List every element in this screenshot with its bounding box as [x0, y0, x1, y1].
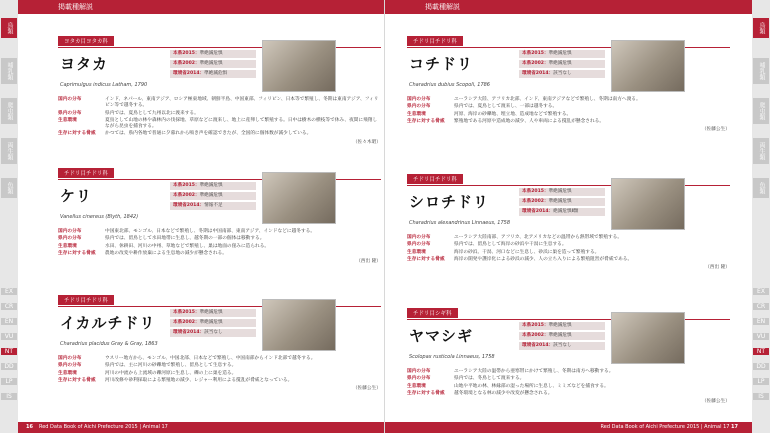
- footer-text: Red Data Book of Aichi Prefecture 2015 | Animal 17: [38, 424, 168, 430]
- field-row: [58, 251, 381, 257]
- field-row: [58, 131, 381, 137]
- species-photo: [611, 178, 685, 230]
- status-row: [519, 60, 605, 68]
- field-label: 生息環境: [58, 370, 77, 376]
- name-box: [58, 47, 381, 93]
- field-label: 国内の分布: [407, 369, 431, 374]
- tab-cat-en[interactable]: EN: [753, 318, 769, 325]
- field-text: 河川の中流から上流域の礫河原に生息し、礫の上に巣を造る。: [105, 370, 237, 376]
- status-key: 本県2015：: [522, 323, 549, 328]
- tab-cat-dd[interactable]: DD: [753, 363, 769, 370]
- tab-class-3[interactable]: 両生類: [753, 138, 769, 164]
- field-text: 山地や平地の林、林縁部の湿った場所に生息し、ミミズなどを捕食する。: [454, 383, 609, 389]
- status-key: 本県2015：: [522, 189, 549, 194]
- field-label: 生息環境: [58, 117, 77, 123]
- status-row: [170, 319, 256, 327]
- species-entry: [407, 166, 730, 270]
- field-label: 生存に対する脅威: [58, 377, 96, 383]
- name-box: [407, 319, 730, 365]
- status-key: 本県2002：: [173, 193, 200, 198]
- status-row: [519, 188, 605, 196]
- field-text: 県内では、主に河川の砂礫地で繁殖し、留鳥として生息する。: [105, 363, 237, 369]
- field-text: ユーラシア大陸、アフリカ北部、インド、東南アジアなどで繁殖し、冬期は南方へ渡る。: [454, 97, 641, 102]
- field-row: [407, 104, 730, 110]
- field-row: [58, 97, 381, 110]
- field-text: 河川改修や砂利採取による繁殖地の減少、レジャー利用による撹乱が脅威となっている。: [105, 377, 293, 383]
- author: （西出 隆）: [705, 265, 730, 271]
- status-value: 準絶滅危惧: [199, 310, 223, 315]
- field-row: [407, 119, 730, 125]
- tab-cat-nt[interactable]: NT: [1, 348, 17, 355]
- species-name: シロチドリ: [409, 193, 490, 211]
- species-name: ケリ: [60, 187, 93, 205]
- tab-cat-en[interactable]: EN: [1, 318, 17, 325]
- status-row: [519, 208, 605, 216]
- scientific-name: Charadrius dubius Scopoli, 1786: [409, 82, 490, 88]
- field-row: [407, 242, 730, 248]
- status-key: 本県2002：: [522, 199, 549, 204]
- status-value: 準絶滅危惧: [199, 183, 223, 188]
- field-label: 生存に対する脅威: [58, 131, 96, 137]
- scientific-name: Vanellus cinereus (Blyth, 1842): [60, 214, 139, 220]
- tab-cat-ex[interactable]: EX: [1, 288, 17, 295]
- status-value: 該当なし: [204, 330, 223, 335]
- status-row: [519, 198, 605, 206]
- scientific-name: Scolopax rusticola Linnaeus, 1758: [409, 354, 495, 360]
- status-value: 準絶滅危惧: [548, 199, 572, 204]
- tab-active-class[interactable]: 鳥類: [1, 18, 17, 38]
- order-label: チドリ目チドリ科: [407, 36, 463, 46]
- species-entry: [407, 28, 730, 132]
- tab-cat-cr[interactable]: CR: [753, 303, 769, 310]
- tab-cat-is[interactable]: IS: [753, 393, 769, 400]
- field-label: 生息環境: [58, 243, 77, 249]
- status-block: [170, 309, 256, 339]
- status-row: [170, 70, 256, 78]
- entry-body: [407, 235, 730, 270]
- scientific-name: Charadrius placidus Gray & Gray, 1863: [60, 341, 158, 347]
- entry-body: [58, 229, 381, 264]
- field-row: [58, 378, 381, 384]
- field-row: [407, 97, 730, 103]
- species-entry: [58, 160, 381, 264]
- name-box: [58, 306, 381, 352]
- species-entry: [407, 300, 730, 404]
- status-block: [170, 50, 256, 80]
- entry-body: [407, 369, 730, 404]
- species-entry: [58, 28, 381, 145]
- species-name: コチドリ: [409, 55, 474, 73]
- species-entry: [58, 287, 381, 391]
- field-label: 国内の分布: [407, 235, 431, 240]
- status-row: [170, 329, 256, 337]
- field-text: 県内では、夏鳥として九州以北に渡来する。: [105, 110, 199, 116]
- field-text: 海岸の砂浜、干潟、河口などに生息し、砂浜に巣を造って繁殖する。: [454, 249, 600, 255]
- name-box: [58, 179, 381, 225]
- name-box: [407, 47, 730, 93]
- field-text: 県内では、夏鳥として渡来し、一部は越冬する。: [454, 104, 558, 110]
- footer-text: Red Data Book of Aichi Prefecture 2015 | Animal 17: [600, 424, 730, 430]
- status-row: [170, 192, 256, 200]
- status-row: [170, 309, 256, 317]
- page-header: 掲載種解説: [18, 0, 385, 14]
- status-key: 本県2015：: [173, 310, 200, 315]
- status-key: 本県2015：: [522, 51, 549, 56]
- species-name: イカルチドリ: [60, 314, 156, 332]
- tab-cat-lp[interactable]: LP: [753, 378, 769, 385]
- field-label: 国内の分布: [407, 97, 431, 102]
- author: （佐藤公生）: [701, 127, 730, 133]
- field-label: 生息環境: [407, 249, 426, 255]
- status-key: 本県2002：: [522, 333, 549, 338]
- entry-body: [58, 97, 381, 145]
- tab-class-2[interactable]: 爬虫類: [1, 98, 17, 124]
- species-photo: [262, 299, 336, 351]
- field-text: 繁殖地である河原や造成地の減少、人や車両による撹乱が懸念される。: [454, 118, 605, 124]
- left-page: [18, 0, 385, 433]
- field-text: インド、ネパール、東南アジア、ロシア極東地域、朝鮮半島、中国東部、フィリピン、日本等で繁殖し、冬期は東南アジア、フィリピン等で越冬する。: [105, 97, 379, 109]
- field-label: 国内の分布: [58, 97, 82, 102]
- author: （佐藤公生）: [352, 386, 381, 392]
- tab-cat-ex[interactable]: EX: [753, 288, 769, 295]
- status-key: 本県2015：: [173, 51, 200, 56]
- status-key: 本県2002：: [522, 61, 549, 66]
- status-row: [170, 50, 256, 58]
- field-label: 生存に対する脅威: [407, 390, 445, 396]
- order-label: チドリ目チドリ科: [58, 295, 114, 305]
- field-text: かつては、県内各地で普通に夕暮れから鳴き声を確認できたが、全国的に個体数が減少している。: [105, 131, 312, 137]
- field-text: 海岸の開発や護岸化による砂浜の減少、人の立ち入りによる繁殖阻害が脅威である。: [454, 256, 633, 262]
- species-photo: [262, 40, 336, 92]
- field-label: 生存に対する脅威: [58, 250, 96, 256]
- field-label: 県内の分布: [58, 363, 82, 369]
- right-page: [385, 0, 752, 433]
- field-row: [407, 376, 730, 382]
- scientific-name: Charadrius alexandrinus Linnaeus, 1758: [409, 220, 511, 226]
- status-value: 準絶滅危惧: [548, 333, 572, 338]
- field-text: ユーラシア大陸南部、アフリカ、北アメリカなどの温帯から熱帯域で繁殖する。: [454, 235, 623, 240]
- field-row: [58, 244, 381, 250]
- field-row: [407, 369, 730, 375]
- order-label: ヨタカ目ヨタカ科: [58, 36, 114, 46]
- field-text: 越冬環境となる林の減少や改変が懸念される。: [454, 390, 553, 396]
- order-label: チドリ目シギ科: [407, 308, 458, 318]
- tab-cat-cr[interactable]: CR: [1, 303, 17, 310]
- field-label: 県内の分布: [58, 110, 82, 116]
- status-key: 環境省2014：: [173, 330, 205, 335]
- author: （西出 隆）: [356, 259, 381, 265]
- status-value: 情報不足: [204, 203, 223, 208]
- status-block: [519, 50, 605, 80]
- field-label: 国内の分布: [58, 229, 82, 234]
- status-key: 本県2002：: [173, 61, 200, 66]
- field-text: 県内では、留鳥として水田地帯に生息し、越冬期の一部の個体は移動する。: [105, 236, 265, 242]
- status-key: 環境省2014：: [173, 71, 205, 76]
- status-row: [170, 202, 256, 210]
- status-key: 環境省2014：: [522, 71, 554, 76]
- field-row: [58, 236, 381, 242]
- tab-cat-dd[interactable]: DD: [1, 363, 17, 370]
- field-text: 農地の改変や耕作放棄による生息地の減少が懸念される。: [105, 250, 227, 256]
- field-row: [407, 112, 730, 118]
- field-row: [407, 384, 730, 390]
- field-text: 中国東北部、モンゴル、日本などで繁殖し、冬期は中国南部、東南アジア、インドなどに越冬する。: [105, 229, 316, 234]
- tab-cat-vu[interactable]: VU: [1, 333, 17, 340]
- field-text: 県内では、留鳥として海岸の砂浜や干潟に生息する。: [454, 242, 567, 248]
- page-footer: [385, 422, 752, 433]
- tab-class-1[interactable]: 哺乳類: [753, 58, 769, 84]
- status-row: [519, 342, 605, 350]
- left-index-tabs: [0, 0, 18, 433]
- field-text: 水田、休耕田、河川の中州、草地などで繁殖し、巣は地面の窪みに造られる。: [105, 243, 270, 249]
- field-row: [407, 250, 730, 256]
- field-text: ユーラシア大陸の温帯から亜寒帯にかけて繁殖し、冬期は南方へ移動する。: [454, 369, 614, 374]
- field-label: 生息環境: [407, 111, 426, 117]
- status-key: 環境省2014：: [522, 209, 554, 214]
- status-row: [170, 60, 256, 68]
- tab-class-2[interactable]: 爬虫類: [753, 98, 769, 124]
- page-number: 17: [731, 424, 738, 430]
- field-text: 河原、海岸の砂礫地、埋立地、造成地などで繁殖する。: [454, 111, 572, 117]
- author: （佐々木昭）: [352, 139, 381, 145]
- tab-cat-vu[interactable]: VU: [753, 333, 769, 340]
- page-number: 16: [26, 424, 33, 430]
- status-key: 本県2002：: [173, 320, 200, 325]
- field-row: [407, 235, 730, 241]
- status-block: [519, 188, 605, 218]
- order-label: チドリ目チドリ科: [58, 168, 114, 178]
- field-row: [58, 356, 381, 362]
- status-row: [170, 182, 256, 190]
- status-value: 準絶滅危惧: [548, 189, 572, 194]
- author: （佐藤公生）: [701, 399, 730, 405]
- status-value: 準絶滅危惧: [199, 51, 223, 56]
- tab-cat-is[interactable]: IS: [1, 393, 17, 400]
- status-value: 準絶滅危惧: [199, 61, 223, 66]
- entry-body: [407, 97, 730, 132]
- status-value: 準絶滅危惧: [548, 51, 572, 56]
- status-key: 本県2015：: [173, 183, 200, 188]
- status-value: 該当なし: [553, 71, 572, 76]
- status-key: 環境省2014：: [522, 343, 554, 348]
- field-row: [407, 391, 730, 397]
- field-label: 生存に対する脅威: [407, 118, 445, 124]
- field-row: [58, 118, 381, 131]
- field-row: [58, 363, 381, 369]
- field-label: 国内の分布: [58, 356, 82, 361]
- status-value: 絶滅危惧Ⅱ類: [553, 209, 579, 214]
- species-name: ヨタカ: [60, 55, 109, 73]
- species-photo: [611, 40, 685, 92]
- field-text: ウスリー地方から、モンゴル、中国北部、日本などで繁殖し、中国南部からインド北部で越冬する。: [105, 356, 316, 361]
- name-box: [407, 185, 730, 231]
- field-label: 県内の分布: [407, 104, 431, 110]
- species-name: ヤマシギ: [409, 327, 474, 345]
- tab-class-4[interactable]: 魚類: [753, 178, 769, 198]
- status-value: 準絶滅危惧: [199, 193, 223, 198]
- status-block: [519, 322, 605, 352]
- status-row: [519, 332, 605, 340]
- status-value: 該当なし: [553, 343, 572, 348]
- field-row: [58, 371, 381, 377]
- field-text: 夏鳥として山地の林や森林内の伐採地、草原などに渡来し、地上に産卵して繁殖する。日中は樹木の横枝等で休み、夜間に飛翔しながら昆虫を捕食する。: [105, 117, 378, 130]
- tab-class-1[interactable]: 哺乳類: [1, 58, 17, 84]
- field-text: 県内では、冬鳥として渡来する。: [454, 376, 525, 382]
- field-label: 県内の分布: [407, 242, 431, 248]
- tab-class-3[interactable]: 両生類: [1, 138, 17, 164]
- status-key: 環境省2014：: [173, 203, 205, 208]
- field-label: 生息環境: [407, 383, 426, 389]
- field-row: [407, 257, 730, 263]
- tab-cat-nt[interactable]: NT: [753, 348, 769, 355]
- page-footer: [18, 422, 385, 433]
- status-row: [519, 70, 605, 78]
- field-label: 県内の分布: [407, 376, 431, 382]
- tab-class-4[interactable]: 魚類: [1, 178, 17, 198]
- right-index-tabs: [752, 0, 770, 433]
- field-label: 生存に対する脅威: [407, 256, 445, 262]
- status-value: 準絶滅危惧: [204, 71, 228, 76]
- page-header: 掲載種解説: [385, 0, 752, 14]
- status-row: [519, 50, 605, 58]
- field-label: 県内の分布: [58, 236, 82, 242]
- status-value: 準絶滅危惧: [548, 323, 572, 328]
- order-label: チドリ目チドリ科: [407, 174, 463, 184]
- tab-active-class[interactable]: 鳥類: [753, 18, 769, 38]
- field-row: [58, 229, 381, 235]
- species-photo: [262, 172, 336, 224]
- status-row: [519, 322, 605, 330]
- status-value: 準絶滅危惧: [548, 61, 572, 66]
- field-row: [58, 111, 381, 117]
- status-block: [170, 182, 256, 212]
- tab-cat-lp[interactable]: LP: [1, 378, 17, 385]
- status-value: 準絶滅危惧: [199, 320, 223, 325]
- scientific-name: Caprimulgus indicus Latham, 1790: [60, 82, 148, 88]
- entry-body: [58, 356, 381, 391]
- species-photo: [611, 312, 685, 364]
